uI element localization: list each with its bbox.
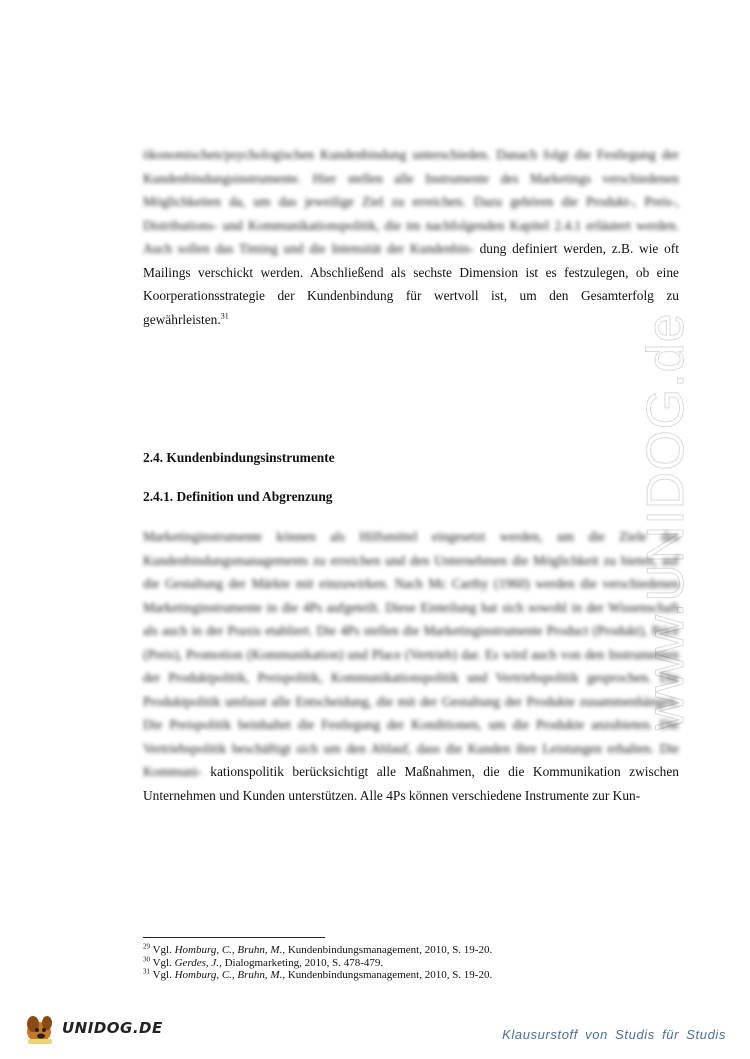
paragraph-1 bbox=[143, 143, 679, 331]
blurred-text: ökonomischen/psychologischen Kundenbindung unterschieden. Danach folgt die Festlegung der Kundenbindungsinstrumente. Hier stellen alle Instrumente des Marketings verschiedenen Möglichkeiten da, um das jeweilige Ziel zu erreichen. Dazu gehören die Produkt-, Preis-, Distributions- und Kommunikationspolitik, die im nachfolgenden Kapitel 2.4.1 erläutert werden. Auch sollen das Timing und die Intensität der Kundenbin- bbox=[143, 147, 679, 256]
subsection-heading: 2.4.1. Definition und Abgrenzung bbox=[143, 489, 333, 504]
footnotes bbox=[143, 944, 492, 982]
paragraph-2-visible-text: kationspolitik berücksichtigt alle Maßnahmen, die die Kommunikation zwischen Unternehmen und Kunden unterstützen. Alle 4Ps können verschiedene Instrumente zur Kun- bbox=[143, 764, 679, 803]
paragraph-2 bbox=[143, 525, 679, 807]
tagline: Klausurstoff von Studis für Studis bbox=[502, 1027, 726, 1042]
footnote-31: $^{31}$ Vgl. Homburg, C., Bruhn, M., Kundenbindungsmanagement, 2010, S. 19-20. bbox=[143, 967, 493, 981]
blurred-text: Marketinginstrumente können als Hilfsmittel eingesetzt werden, um die Ziele des Kundenbindungsmanagements zu erreichen und den Unternehmen die Möglichkeit zu bieten, auf die Gestaltung der Märkte mit einzuwirken. Nach Mc Carthy (1960) werden die verschiedenen Marketinginstrumente in die 4Ps aufgeteilt. Diese Einteilung hat sich sowohl in der Wissenschaft als auch in der Praxis etabliert. Die 4Ps stellen die Marketinginstrumente Product (Produkt), Price (Preis), Promotion (Kommunikation) und Place (Vertrieb) dar. Es wird auch von den Instrumenten der Produktpolitik, Preispolitik, Kommunikationspolitik und Vertriebspolitik gesprochen. Die Produktpolitik umfasst alle Entscheidung, die mit der Gestaltung der Produkte zusammenhängen. Die Preispolitik beinhaltet die Festlegung der Konditionen, um die Produkte anzubieten. Die Vertriebspolitik beschäftigt sich um den Ablauf, dass die Kunden ihre Leistungen erhalten. Die Kommuni- bbox=[143, 529, 679, 779]
dog-icon bbox=[22, 1010, 60, 1046]
watermark: www.UNIDOG.de bbox=[637, 312, 695, 730]
section-heading: 2.4. Kundenbindungsinstrumente bbox=[143, 450, 335, 465]
footnote-divider bbox=[143, 937, 325, 938]
footnote-29: $^{29}$ Vgl. Homburg, C., Bruhn, M., Kundenbindungsmanagement, 2010, S. 19-20. bbox=[143, 942, 493, 956]
footnote-30: $^{30}$ Vgl. Gerdes, J., Dialogmarketing, 2010, S. 478-479. bbox=[143, 954, 384, 969]
logo-text: UNIDOG.DE bbox=[62, 1019, 163, 1037]
unidog-logo[interactable] bbox=[22, 1010, 163, 1046]
paragraph-1-visible-text: dung definiert werden, z.B. wie oft Mailings verschickt werden. Abschließend als sechste Dimension ist es festzulegen, ob eine Koorperationsstrategie der Kundenbindung für wertvoll ist, um den Gesamterfolg zu gewährleisten. bbox=[143, 241, 679, 327]
footnote-ref-31: 31 bbox=[220, 311, 229, 321]
